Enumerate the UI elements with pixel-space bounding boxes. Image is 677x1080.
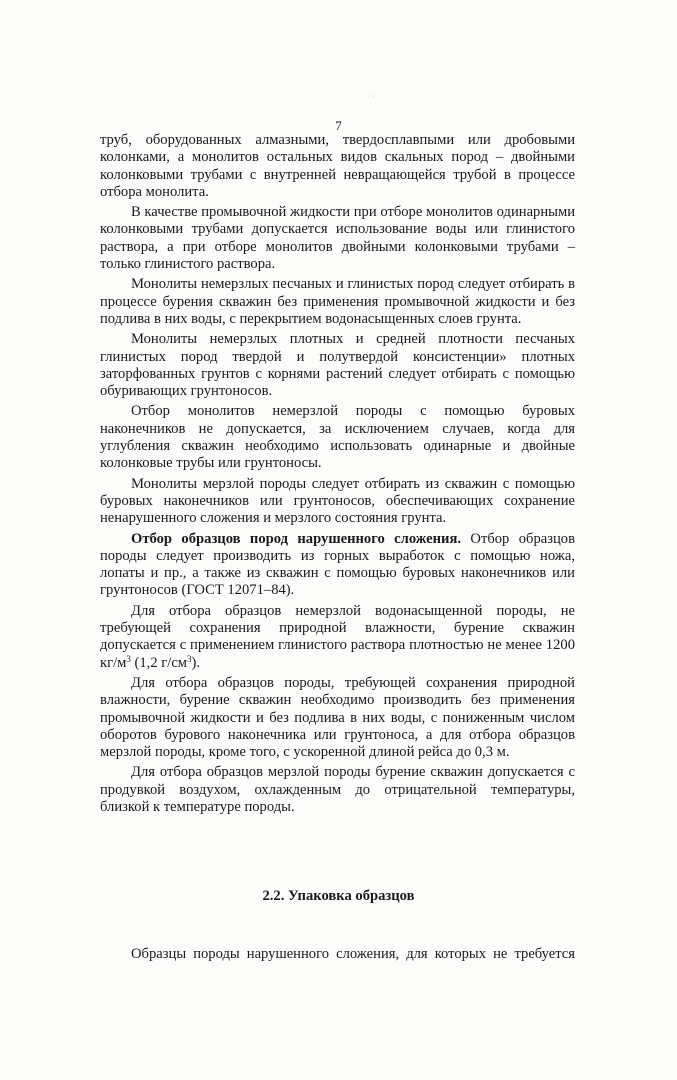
paragraph-4: Монолиты немерзлых плотных и средней плотности песчаных глинистых пород твердой и полутвердой консистенции» плотных заторфованных грунтов с корнями растений следует отбирать с помощью обуривающих грунтоносов.: [100, 331, 575, 400]
paragraph-7: [100, 531, 575, 600]
paragraph-2: В качестве промывочной жидкости при отборе монолитов одинарными колонковыми трубами допускается использование воды или глинистого раствора, а при отборе монолитов двойными колонковыми трубами – только глинистого раствора.: [100, 204, 575, 273]
paragraph-8-text-2: (1,2 г/см: [130, 654, 188, 671]
superscript: 3: [187, 653, 192, 664]
paragraph-9: Для отбора образцов породы, требующей сохранения природной влажности, бурение скважин необходимо производить без применения промывочной жидкости и без подлива в них воды, с пониженным числом оборотов бурового наконечника или грунтоноса, а для отбора образцов мерзлой породы, кроме того, с ускоренной длиной рейса до 0,3 м.: [100, 674, 575, 761]
paragraph-3: Монолиты немерзлых песчаных и глинистых пород следует отбирать в процессе бурения скважин без применения промывочной жидкости и без подлива в них воды, с перекрытием водонасыщенных слоев грунта.: [100, 276, 575, 327]
paragraph-8: [100, 603, 575, 672]
paragraph-10: Для отбора образцов мерзлой породы бурение скважин допускается с продувкой воздухом, охлажденным до отрицательной температуры, близкой к температуре породы.: [100, 764, 575, 815]
page-mark: ·: [372, 92, 375, 101]
paragraph-8-text-3: ).: [191, 654, 201, 671]
paragraph-5: Отбор монолитов немерзлой породы с помощью буровых наконечников не допускается, за исключением случаев, когда для углубления скважин необходимо использовать одинарные и двойные колонковые трубы или грунтоносы.: [100, 403, 575, 472]
paragraph-1: труб, оборудованных алмазными, твердосплавпыми или дробовыми колонками, а монолитов остальных видов скальных пород – двойными колонковыми трубами с внутренней невращающейся трубой в процессе отбора монолита.: [100, 132, 575, 200]
paragraph-7-lead: Отбор образцов пород нарушенного сложения.: [131, 530, 462, 547]
document-body: [100, 132, 575, 819]
paragraph-7-text: Отбор образцов породы следует производить из горных выработок с помощью ножа, лопаты и пр., а также из скважин с помощью буровых наконечников или грунтоносов (ГОСТ 12071–84).: [100, 530, 575, 599]
paragraph-6: Монолиты мерзлой породы следует отбирать из скважин с помощью буровых наконечников или грунтоносов, обеспечивающих сохранение ненарушенного сложения и мерзлого состояния грунта.: [100, 475, 575, 527]
section-heading: 2.2. Упаковка образцов: [262, 888, 415, 904]
paragraph-8-text: Для отбора образцов немерзлой водонасыщенной породы, не требующей сохранения природной влажности, бурение скважин допускается с применением глинистого раствора плотностью не менее 1200 кг/м: [100, 602, 575, 671]
superscript: 3: [126, 653, 131, 664]
page-number: 7: [335, 118, 342, 133]
paragraph-continued: Образцы породы нарушенного сложения, для которых не требуется: [131, 946, 575, 962]
